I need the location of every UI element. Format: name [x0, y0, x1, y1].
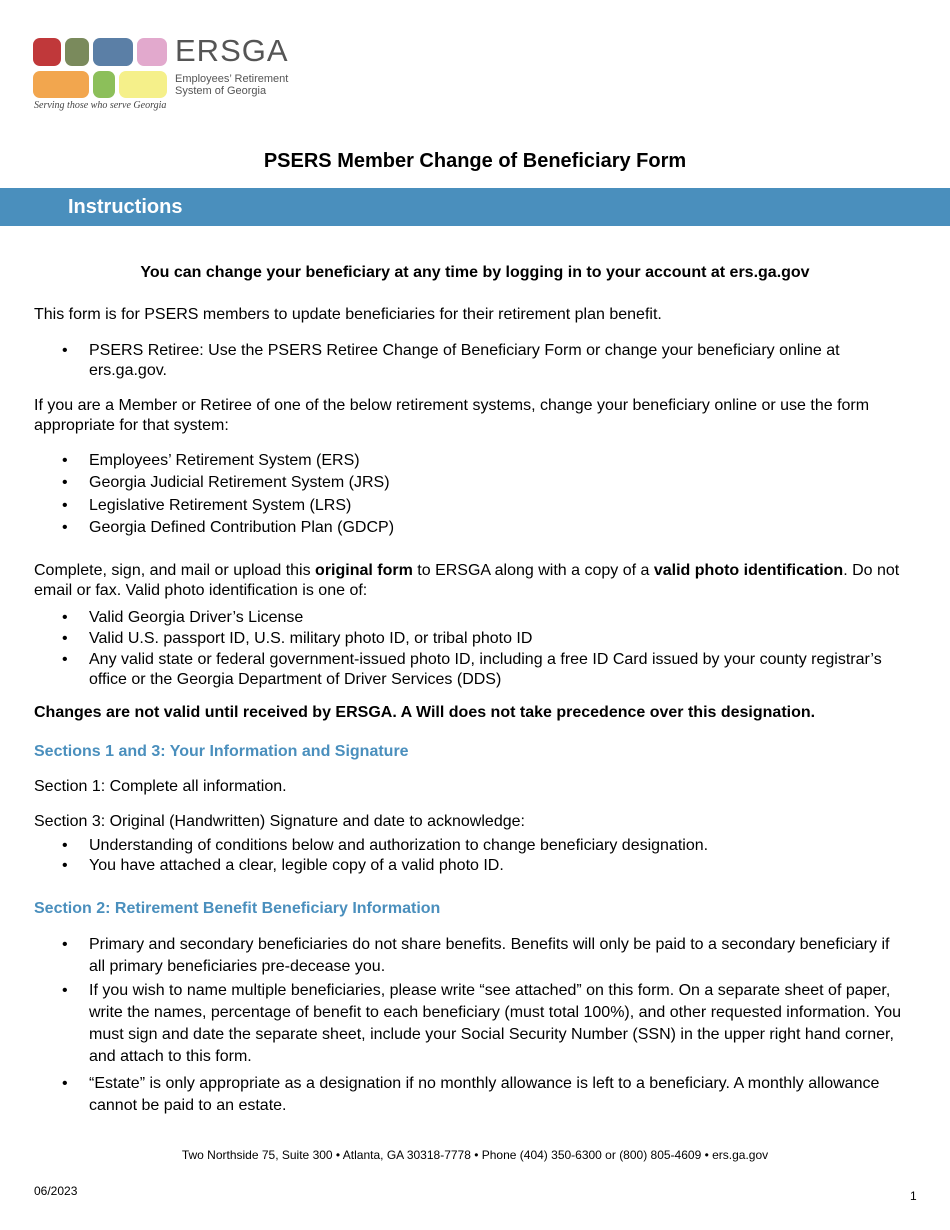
logo-tile-orange: [33, 71, 89, 98]
retiree-bullet: • PSERS Retiree: Use the PSERS Retiree Change of Beneficiary Form or change your beneficiary online at ers.ga.gov.: [62, 341, 902, 381]
list-item: • Primary and secondary beneficiaries do not share benefits. Benefits will only be paid to a secondary beneficiary if all primary beneficiaries pre-decease you.: [62, 934, 902, 978]
logo-tile-yellow: [119, 71, 167, 98]
list-item: • Legislative Retirement System (LRS): [62, 496, 902, 516]
logo-tile-green: [93, 71, 115, 98]
form-title: PSERS Member Change of Beneficiary Form: [263, 150, 687, 172]
section-2-heading: Section 2: Retirement Benefit Beneficiary Information: [34, 900, 441, 917]
logo-tile-blue: [93, 38, 133, 66]
list-item: • If you wish to name multiple beneficiaries, please write “see attached” on this form. On a separate sheet of paper, write the names, percentage of benefit to each beneficiary (must total 100%), and other requested information. You must sign and date the separate sheet, include your Social Security Number (SSN) in the upper right hand corner, and attach to this form.: [62, 980, 902, 1068]
other-systems-intro: If you are a Member or Retiree of one of the below retirement systems, change your beneficiary online or use the form appropriate for that system:: [34, 397, 870, 434]
list-item: • “Estate” is only appropriate as a designation if no monthly allowance is left to a beneficiary. A monthly allowance cannot be paid to an estate.: [62, 1073, 902, 1117]
logo-tile-olive: [65, 38, 89, 66]
online-notice: You can change your beneficiary at any time by logging in to your account at ers.ga.gov: [140, 264, 810, 281]
page-number: 1: [910, 1189, 917, 1203]
ersga-logo: [30, 33, 298, 115]
footer-address: Two Northside 75, Suite 300 • Atlanta, GA 30318-7778 • Phone (404) 350-6300 or (800) 805-4609 • ers.ga.gov: [181, 1148, 769, 1162]
list-item: • Valid Georgia Driver’s License: [62, 608, 902, 628]
logo-subtitle-line1: Employees’ Retirement: [175, 73, 289, 85]
instructions-heading: Instructions: [68, 196, 183, 218]
list-item: • Georgia Defined Contribution Plan (GDCP): [62, 518, 902, 538]
list-item: • Any valid state or federal government-issued photo ID, including a free ID Card issued by your county registrar’s office or the Georgia Department of Driver Services (DDS): [62, 650, 902, 690]
logo-name: ERSGA: [175, 33, 289, 68]
logo-subtitle: [175, 73, 288, 97]
section3-text: Section 3: Original (Handwritten) Signature and date to acknowledge:: [34, 813, 525, 830]
complete-instructions: Complete, sign, and mail or upload this original form to ERSGA along with a copy of a valid photo identification. Do not email or fax. Valid photo identification is one of:: [34, 562, 900, 599]
list-item: • Valid U.S. passport ID, U.S. military photo ID, or tribal photo ID: [62, 629, 902, 649]
list-item: • Georgia Judicial Retirement System (JRS): [62, 473, 902, 493]
list-item: • Employees’ Retirement System (ERS): [62, 451, 902, 471]
section1-text: Section 1: Complete all information.: [34, 778, 287, 795]
sections-1-3-heading: Sections 1 and 3: Your Information and Signature: [34, 743, 409, 760]
instructions-band: [0, 188, 950, 226]
list-item: • You have attached a clear, legible copy of a valid photo ID.: [62, 856, 902, 876]
logo-subtitle-line2: System of Georgia: [175, 85, 267, 97]
logo-tagline: Serving those who serve Georgia: [34, 100, 167, 111]
intro-text: This form is for PSERS members to update beneficiaries for their retirement plan benefit.: [34, 306, 662, 323]
validity-notice: Changes are not valid until received by ERSGA. A Will does not take precedence over this designation.: [34, 704, 816, 721]
revision-date: 06/2023: [34, 1184, 78, 1198]
list-item: • Understanding of conditions below and authorization to change beneficiary designation.: [62, 836, 902, 856]
logo-tile-pink: [137, 38, 167, 66]
logo-tile-red: [33, 38, 61, 66]
